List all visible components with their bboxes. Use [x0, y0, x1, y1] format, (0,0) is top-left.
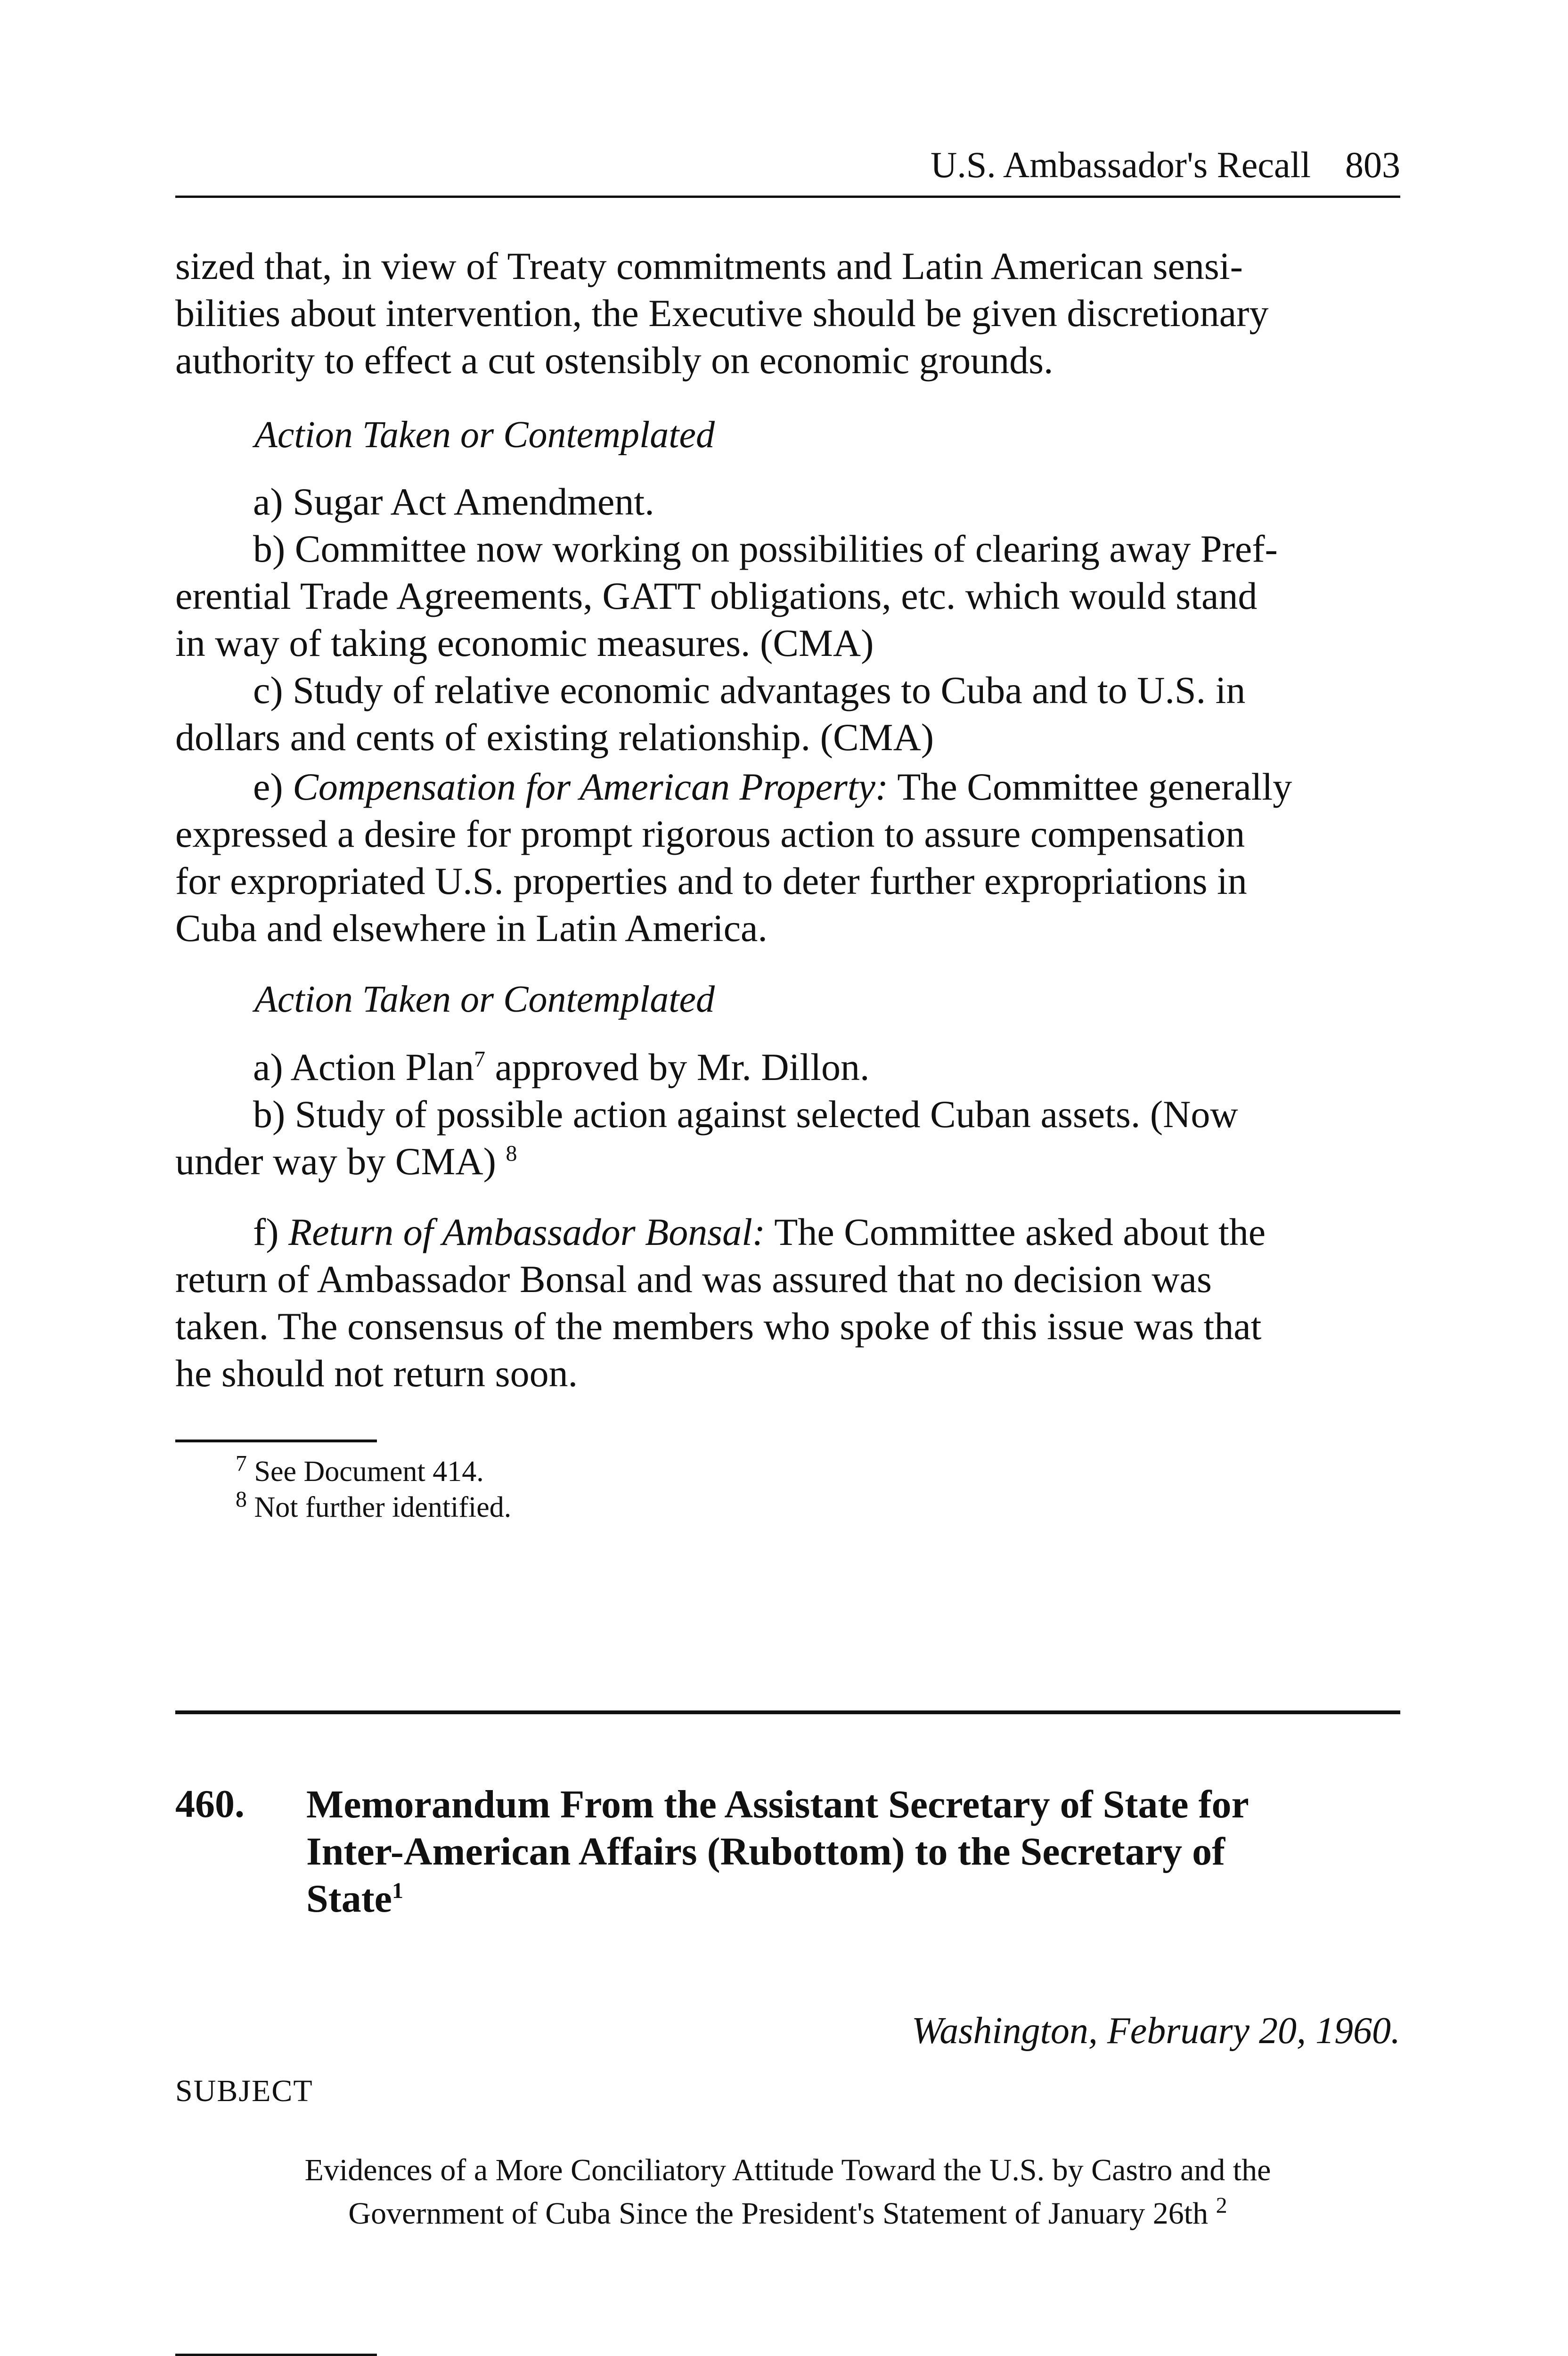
text-line: expressed a desire for prompt rigorous action to assure compensation: [175, 812, 1245, 855]
item-a: a) Sugar Act Amendment.: [253, 480, 654, 523]
footnote-text: Not further identified.: [254, 1491, 512, 1523]
document-title-line: Inter-American Affairs (Rubottom) to the Secretary of: [306, 1830, 1225, 1873]
item-a-text: a) Action Plan: [253, 1046, 474, 1088]
running-head: [175, 144, 1400, 198]
action-items-1: [175, 478, 1400, 761]
text-line: return of Ambassador Bonsal and was assured that no decision was: [175, 1258, 1212, 1301]
text-line: authority to effect a cut ostensibly on economic grounds.: [175, 339, 1054, 382]
subject-line-last: [175, 2192, 1400, 2235]
action-heading-1: Action Taken or Contemplated: [254, 414, 715, 456]
subject-label: SUBJECT: [175, 2074, 313, 2108]
footnote-number: 8: [236, 1487, 247, 1512]
footnote-ref-2: 2: [1216, 2193, 1227, 2218]
text-line: The Committee asked about the: [765, 1211, 1266, 1253]
action-heading-2: Action Taken or Contemplated: [254, 979, 715, 1020]
paragraph-e-label: e): [253, 765, 293, 808]
text-line: he should not return soon.: [175, 1352, 578, 1395]
item-b-line: b) Study of possible action against selected Cuban assets. (Now: [253, 1093, 1238, 1136]
paragraph-e: [175, 763, 1400, 952]
footnote-ref-7: 7: [474, 1047, 486, 1072]
item-b-line: b) Committee now working on possibilities of clearing away Pref-: [253, 527, 1278, 570]
text-line: taken. The consensus of the members who spoke of this issue was that: [175, 1305, 1262, 1348]
item-a-text-end: approved by Mr. Dillon.: [485, 1046, 870, 1088]
footnote-text: See Document 414.: [254, 1456, 484, 1488]
footnotes-top: [236, 1451, 1366, 1525]
paragraph-f-label: f): [253, 1211, 289, 1253]
paragraph-e-title: Compensation for American Property:: [293, 765, 889, 808]
paragraph-f-title: Return of Ambassador Bonsal:: [288, 1211, 766, 1253]
footnote-8: [236, 1489, 1366, 1525]
section-divider: [175, 1710, 1400, 1714]
item-b-line: erential Trade Agreements, GATT obligations, etc. which would stand: [175, 574, 1258, 617]
footnote-rule: [175, 2354, 377, 2356]
dateline: Washington, February 20, 1960.: [911, 2010, 1400, 2052]
continuation-paragraph: [175, 243, 1400, 384]
paragraph-e-first-line: [175, 763, 1400, 810]
subject-line: Evidences of a More Conciliatory Attitude Toward the U.S. by Castro and the: [304, 2153, 1271, 2187]
text-line: bilities about intervention, the Executive should be given discretionary: [175, 292, 1269, 335]
document-title-text: State: [306, 1877, 392, 1921]
paragraph-f-first-line: [175, 1209, 1400, 1256]
action-items-2: [175, 1044, 1400, 1185]
item-c-line: c) Study of relative economic advantages to Cuba and to U.S. in: [253, 669, 1246, 712]
item-b-text: under way by CMA): [175, 1140, 496, 1183]
item-b-line: [175, 1138, 1400, 1185]
running-head-title: U.S. Ambassador's Recall: [931, 144, 1311, 185]
item-a: [175, 1044, 1400, 1091]
text-line: Cuba and elsewhere in Latin America.: [175, 907, 768, 949]
footnote-ref-8: 8: [506, 1141, 517, 1166]
document-number: 460.: [175, 1782, 245, 1826]
document-title-line: Memorandum From the Assistant Secretary of State for: [306, 1783, 1249, 1826]
item-c-line: dollars and cents of existing relationship. (CMA): [175, 716, 934, 759]
document-title-line-last: [306, 1875, 1343, 1922]
text-line: The Committee generally: [888, 765, 1292, 808]
subject-text: [175, 2149, 1400, 2235]
item-b-line: in way of taking economic measures. (CMA): [175, 622, 874, 664]
document-title: [306, 1781, 1343, 1922]
text-line: for expropriated U.S. properties and to deter further expropriations in: [175, 859, 1247, 902]
subject-text-end: Government of Cuba Since the President's Statement of January 26th: [348, 2196, 1209, 2231]
footnote-number: 7: [236, 1451, 247, 1476]
footnote-rule: [175, 1440, 377, 1442]
page-number: 803: [1345, 144, 1400, 185]
footnote-ref-1: 1: [392, 1878, 403, 1903]
text-line: sized that, in view of Treaty commitments and Latin American sensi-: [175, 245, 1243, 287]
paragraph-f: [175, 1209, 1400, 1397]
footnote-7: [236, 1451, 1366, 1489]
